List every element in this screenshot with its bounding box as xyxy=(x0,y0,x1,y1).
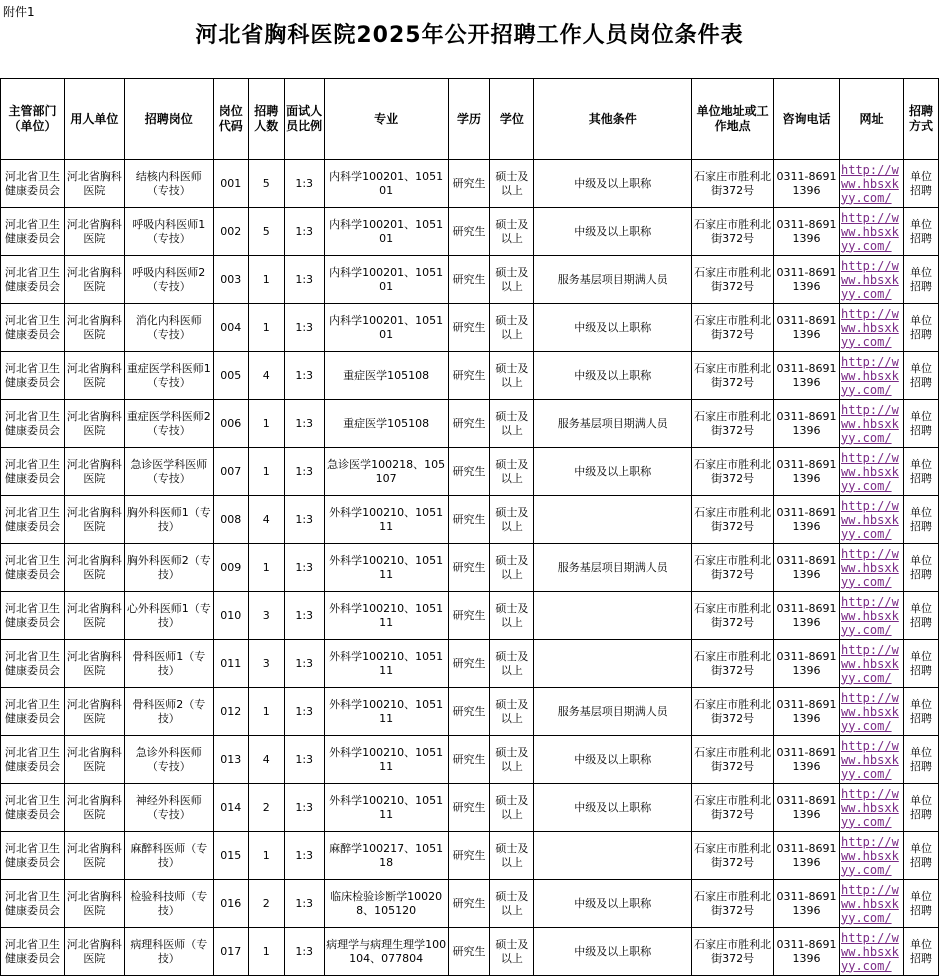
cell-method: 单位招聘 xyxy=(903,832,938,880)
cell-url[interactable]: http://www.hbsxkyy.com/ xyxy=(840,784,904,832)
cell-major: 内科学100201、105101 xyxy=(324,160,448,208)
cell-degree: 硕士及以上 xyxy=(490,640,534,688)
cell-degree: 硕士及以上 xyxy=(490,832,534,880)
cell-count: 5 xyxy=(248,160,284,208)
cell-dept: 河北省卫生健康委员会 xyxy=(1,352,65,400)
cell-unit: 河北省胸科医院 xyxy=(64,352,124,400)
cell-unit: 河北省胸科医院 xyxy=(64,208,124,256)
cell-count: 1 xyxy=(248,688,284,736)
cell-other: 服务基层项目期满人员 xyxy=(534,256,692,304)
cell-unit: 河北省胸科医院 xyxy=(64,784,124,832)
cell-other xyxy=(534,832,692,880)
cell-address: 石家庄市胜利北街372号 xyxy=(692,784,774,832)
cell-post: 重症医学科医师1（专技） xyxy=(124,352,213,400)
cell-unit: 河北省胸科医院 xyxy=(64,544,124,592)
cell-phone: 0311-86911396 xyxy=(774,448,840,496)
cell-ratio: 1:3 xyxy=(284,304,324,352)
cell-edu: 研究生 xyxy=(448,832,490,880)
cell-dept: 河北省卫生健康委员会 xyxy=(1,256,65,304)
cell-phone: 0311-86911396 xyxy=(774,400,840,448)
cell-url[interactable]: http://www.hbsxkyy.com/ xyxy=(840,352,904,400)
table-row xyxy=(1,160,939,208)
table-row xyxy=(1,400,939,448)
cell-degree: 硕士及以上 xyxy=(490,448,534,496)
cell-ratio: 1:3 xyxy=(284,256,324,304)
cell-method: 单位招聘 xyxy=(903,928,938,976)
cell-major: 内科学100201、105101 xyxy=(324,208,448,256)
cell-dept: 河北省卫生健康委员会 xyxy=(1,784,65,832)
cell-url[interactable]: http://www.hbsxkyy.com/ xyxy=(840,928,904,976)
cell-method: 单位招聘 xyxy=(903,160,938,208)
cell-ratio: 1:3 xyxy=(284,208,324,256)
cell-code: 009 xyxy=(213,544,248,592)
table-row xyxy=(1,208,939,256)
header-method: 招聘方式 xyxy=(903,79,938,160)
cell-other: 中级及以上职称 xyxy=(534,352,692,400)
cell-post: 骨科医师1（专技） xyxy=(124,640,213,688)
cell-url[interactable]: http://www.hbsxkyy.com/ xyxy=(840,640,904,688)
cell-major: 急诊医学100218、105107 xyxy=(324,448,448,496)
cell-other xyxy=(534,496,692,544)
cell-unit: 河北省胸科医院 xyxy=(64,448,124,496)
cell-other: 中级及以上职称 xyxy=(534,736,692,784)
cell-unit: 河北省胸科医院 xyxy=(64,832,124,880)
cell-edu: 研究生 xyxy=(448,160,490,208)
cell-address: 石家庄市胜利北街372号 xyxy=(692,688,774,736)
cell-dept: 河北省卫生健康委员会 xyxy=(1,160,65,208)
cell-edu: 研究生 xyxy=(448,640,490,688)
header-edu: 学历 xyxy=(448,79,490,160)
cell-dept: 河北省卫生健康委员会 xyxy=(1,832,65,880)
cell-edu: 研究生 xyxy=(448,496,490,544)
cell-dept: 河北省卫生健康委员会 xyxy=(1,544,65,592)
cell-count: 2 xyxy=(248,880,284,928)
cell-address: 石家庄市胜利北街372号 xyxy=(692,304,774,352)
cell-url[interactable]: http://www.hbsxkyy.com/ xyxy=(840,208,904,256)
cell-other: 中级及以上职称 xyxy=(534,304,692,352)
cell-unit: 河北省胸科医院 xyxy=(64,256,124,304)
cell-dept: 河北省卫生健康委员会 xyxy=(1,208,65,256)
table-row xyxy=(1,784,939,832)
cell-code: 017 xyxy=(213,928,248,976)
cell-phone: 0311-86911396 xyxy=(774,352,840,400)
cell-dept: 河北省卫生健康委员会 xyxy=(1,736,65,784)
cell-degree: 硕士及以上 xyxy=(490,928,534,976)
cell-major: 外科学100210、105111 xyxy=(324,496,448,544)
cell-url[interactable]: http://www.hbsxkyy.com/ xyxy=(840,736,904,784)
cell-code: 015 xyxy=(213,832,248,880)
cell-address: 石家庄市胜利北街372号 xyxy=(692,160,774,208)
cell-phone: 0311-86911396 xyxy=(774,832,840,880)
cell-address: 石家庄市胜利北街372号 xyxy=(692,352,774,400)
cell-post: 病理科医师（专技） xyxy=(124,928,213,976)
cell-phone: 0311-86911396 xyxy=(774,160,840,208)
table-row xyxy=(1,592,939,640)
cell-post: 胸外科医师1（专技） xyxy=(124,496,213,544)
cell-count: 4 xyxy=(248,352,284,400)
cell-unit: 河北省胸科医院 xyxy=(64,400,124,448)
cell-address: 石家庄市胜利北街372号 xyxy=(692,928,774,976)
cell-code: 013 xyxy=(213,736,248,784)
header-post: 招聘岗位 xyxy=(124,79,213,160)
table-body xyxy=(1,160,939,976)
cell-method: 单位招聘 xyxy=(903,208,938,256)
cell-method: 单位招聘 xyxy=(903,736,938,784)
cell-dept: 河北省卫生健康委员会 xyxy=(1,400,65,448)
cell-major: 外科学100210、105111 xyxy=(324,784,448,832)
cell-unit: 河北省胸科医院 xyxy=(64,736,124,784)
cell-ratio: 1:3 xyxy=(284,448,324,496)
cell-count: 3 xyxy=(248,592,284,640)
table-row xyxy=(1,448,939,496)
cell-address: 石家庄市胜利北街372号 xyxy=(692,256,774,304)
cell-phone: 0311-86911396 xyxy=(774,208,840,256)
cell-method: 单位招聘 xyxy=(903,880,938,928)
cell-code: 016 xyxy=(213,880,248,928)
cell-other xyxy=(534,640,692,688)
cell-degree: 硕士及以上 xyxy=(490,736,534,784)
cell-degree: 硕士及以上 xyxy=(490,496,534,544)
cell-other: 中级及以上职称 xyxy=(534,880,692,928)
cell-url[interactable]: http://www.hbsxkyy.com/ xyxy=(840,400,904,448)
cell-other: 服务基层项目期满人员 xyxy=(534,544,692,592)
cell-dept: 河北省卫生健康委员会 xyxy=(1,880,65,928)
cell-url[interactable]: http://www.hbsxkyy.com/ xyxy=(840,496,904,544)
cell-code: 012 xyxy=(213,688,248,736)
cell-url[interactable]: http://www.hbsxkyy.com/ xyxy=(840,688,904,736)
cell-address: 石家庄市胜利北街372号 xyxy=(692,208,774,256)
cell-url[interactable]: http://www.hbsxkyy.com/ xyxy=(840,448,904,496)
cell-post: 急诊医学科医师（专技） xyxy=(124,448,213,496)
cell-url[interactable]: http://www.hbsxkyy.com/ xyxy=(840,544,904,592)
table-row xyxy=(1,832,939,880)
table-row xyxy=(1,496,939,544)
cell-post: 骨科医师2（专技） xyxy=(124,688,213,736)
cell-dept: 河北省卫生健康委员会 xyxy=(1,304,65,352)
cell-ratio: 1:3 xyxy=(284,352,324,400)
cell-phone: 0311-86911396 xyxy=(774,592,840,640)
cell-ratio: 1:3 xyxy=(284,400,324,448)
cell-unit: 河北省胸科医院 xyxy=(64,592,124,640)
table-row xyxy=(1,736,939,784)
cell-dept: 河北省卫生健康委员会 xyxy=(1,448,65,496)
cell-other xyxy=(534,592,692,640)
header-phone: 咨询电话 xyxy=(774,79,840,160)
cell-phone: 0311-86911396 xyxy=(774,688,840,736)
cell-other: 服务基层项目期满人员 xyxy=(534,688,692,736)
cell-code: 005 xyxy=(213,352,248,400)
cell-other: 中级及以上职称 xyxy=(534,928,692,976)
cell-url[interactable]: http://www.hbsxkyy.com/ xyxy=(840,160,904,208)
cell-degree: 硕士及以上 xyxy=(490,544,534,592)
cell-post: 呼吸内科医师2（专技） xyxy=(124,256,213,304)
cell-major: 外科学100210、105111 xyxy=(324,640,448,688)
cell-phone: 0311-86911396 xyxy=(774,304,840,352)
cell-ratio: 1:3 xyxy=(284,496,324,544)
cell-post: 呼吸内科医师1（专技） xyxy=(124,208,213,256)
cell-ratio: 1:3 xyxy=(284,784,324,832)
cell-degree: 硕士及以上 xyxy=(490,352,534,400)
cell-unit: 河北省胸科医院 xyxy=(64,640,124,688)
cell-major: 内科学100201、105101 xyxy=(324,304,448,352)
cell-edu: 研究生 xyxy=(448,736,490,784)
cell-code: 011 xyxy=(213,640,248,688)
cell-post: 重症医学科医师2（专技） xyxy=(124,400,213,448)
cell-code: 007 xyxy=(213,448,248,496)
cell-post: 检验科技师（专技） xyxy=(124,880,213,928)
table-row xyxy=(1,256,939,304)
cell-degree: 硕士及以上 xyxy=(490,400,534,448)
table-row xyxy=(1,880,939,928)
header-url: 网址 xyxy=(840,79,904,160)
cell-other: 中级及以上职称 xyxy=(534,160,692,208)
header-unit: 用人单位 xyxy=(64,79,124,160)
cell-degree: 硕士及以上 xyxy=(490,880,534,928)
cell-code: 014 xyxy=(213,784,248,832)
cell-code: 008 xyxy=(213,496,248,544)
cell-edu: 研究生 xyxy=(448,304,490,352)
table-header-row xyxy=(1,79,939,160)
cell-phone: 0311-86911396 xyxy=(774,640,840,688)
cell-method: 单位招聘 xyxy=(903,448,938,496)
cell-major: 重症医学105108 xyxy=(324,400,448,448)
table-row xyxy=(1,640,939,688)
cell-major: 麻醉学100217、105118 xyxy=(324,832,448,880)
cell-address: 石家庄市胜利北街372号 xyxy=(692,880,774,928)
cell-unit: 河北省胸科医院 xyxy=(64,880,124,928)
page-title: 河北省胸科医院2025年公开招聘工作人员岗位条件表 xyxy=(195,23,744,48)
cell-ratio: 1:3 xyxy=(284,640,324,688)
cell-address: 石家庄市胜利北街372号 xyxy=(692,832,774,880)
cell-url[interactable]: http://www.hbsxkyy.com/ xyxy=(840,256,904,304)
cell-post: 结核内科医师（专技） xyxy=(124,160,213,208)
cell-post: 心外科医师1（专技） xyxy=(124,592,213,640)
header-other: 其他条件 xyxy=(534,79,692,160)
cell-post: 消化内科医师（专技） xyxy=(124,304,213,352)
cell-dept: 河北省卫生健康委员会 xyxy=(1,688,65,736)
cell-code: 001 xyxy=(213,160,248,208)
cell-count: 1 xyxy=(248,304,284,352)
cell-major: 临床检验诊断学100208、105120 xyxy=(324,880,448,928)
header-ratio: 面试人员比例 xyxy=(284,79,324,160)
cell-method: 单位招聘 xyxy=(903,304,938,352)
cell-degree: 硕士及以上 xyxy=(490,304,534,352)
cell-edu: 研究生 xyxy=(448,352,490,400)
cell-method: 单位招聘 xyxy=(903,784,938,832)
table-row xyxy=(1,304,939,352)
cell-method: 单位招聘 xyxy=(903,256,938,304)
cell-address: 石家庄市胜利北街372号 xyxy=(692,592,774,640)
cell-phone: 0311-86911396 xyxy=(774,784,840,832)
header-degree: 学位 xyxy=(490,79,534,160)
cell-post: 神经外科医师（专技） xyxy=(124,784,213,832)
cell-ratio: 1:3 xyxy=(284,736,324,784)
cell-other: 中级及以上职称 xyxy=(534,784,692,832)
cell-unit: 河北省胸科医院 xyxy=(64,160,124,208)
cell-phone: 0311-86911396 xyxy=(774,880,840,928)
cell-address: 石家庄市胜利北街372号 xyxy=(692,496,774,544)
cell-major: 内科学100201、105101 xyxy=(324,256,448,304)
cell-dept: 河北省卫生健康委员会 xyxy=(1,928,65,976)
cell-count: 3 xyxy=(248,640,284,688)
table-row xyxy=(1,544,939,592)
cell-other: 中级及以上职称 xyxy=(534,208,692,256)
header-address: 单位地址或工作地点 xyxy=(692,79,774,160)
cell-count: 1 xyxy=(248,448,284,496)
cell-major: 外科学100210、105111 xyxy=(324,592,448,640)
cell-code: 003 xyxy=(213,256,248,304)
cell-degree: 硕士及以上 xyxy=(490,592,534,640)
attachment-label: 附件1 xyxy=(3,5,35,19)
cell-edu: 研究生 xyxy=(448,544,490,592)
cell-count: 4 xyxy=(248,496,284,544)
cell-count: 1 xyxy=(248,928,284,976)
cell-address: 石家庄市胜利北街372号 xyxy=(692,736,774,784)
cell-count: 2 xyxy=(248,784,284,832)
cell-code: 010 xyxy=(213,592,248,640)
cell-url[interactable]: http://www.hbsxkyy.com/ xyxy=(840,592,904,640)
cell-other: 中级及以上职称 xyxy=(534,448,692,496)
cell-count: 5 xyxy=(248,208,284,256)
cell-edu: 研究生 xyxy=(448,880,490,928)
cell-edu: 研究生 xyxy=(448,784,490,832)
header-count: 招聘人数 xyxy=(248,79,284,160)
cell-ratio: 1:3 xyxy=(284,688,324,736)
positions-table xyxy=(0,78,939,976)
cell-url[interactable]: http://www.hbsxkyy.com/ xyxy=(840,832,904,880)
cell-phone: 0311-86911396 xyxy=(774,496,840,544)
cell-method: 单位招聘 xyxy=(903,640,938,688)
cell-ratio: 1:3 xyxy=(284,832,324,880)
cell-count: 4 xyxy=(248,736,284,784)
table-row xyxy=(1,352,939,400)
cell-method: 单位招聘 xyxy=(903,688,938,736)
cell-post: 麻醉科医师（专技） xyxy=(124,832,213,880)
cell-ratio: 1:3 xyxy=(284,928,324,976)
cell-url[interactable]: http://www.hbsxkyy.com/ xyxy=(840,304,904,352)
cell-degree: 硕士及以上 xyxy=(490,208,534,256)
cell-method: 单位招聘 xyxy=(903,496,938,544)
cell-code: 002 xyxy=(213,208,248,256)
cell-edu: 研究生 xyxy=(448,256,490,304)
cell-method: 单位招聘 xyxy=(903,592,938,640)
cell-ratio: 1:3 xyxy=(284,592,324,640)
header-dept: 主管部门（单位） xyxy=(1,79,65,160)
cell-degree: 硕士及以上 xyxy=(490,784,534,832)
cell-unit: 河北省胸科医院 xyxy=(64,304,124,352)
cell-count: 1 xyxy=(248,256,284,304)
cell-method: 单位招聘 xyxy=(903,400,938,448)
cell-major: 外科学100210、105111 xyxy=(324,688,448,736)
cell-dept: 河北省卫生健康委员会 xyxy=(1,640,65,688)
cell-url[interactable]: http://www.hbsxkyy.com/ xyxy=(840,880,904,928)
cell-major: 病理学与病理生理学100104、077804 xyxy=(324,928,448,976)
cell-ratio: 1:3 xyxy=(284,544,324,592)
cell-edu: 研究生 xyxy=(448,400,490,448)
cell-phone: 0311-86911396 xyxy=(774,256,840,304)
cell-edu: 研究生 xyxy=(448,592,490,640)
cell-ratio: 1:3 xyxy=(284,160,324,208)
cell-edu: 研究生 xyxy=(448,448,490,496)
header-major: 专业 xyxy=(324,79,448,160)
cell-phone: 0311-86911396 xyxy=(774,928,840,976)
cell-major: 外科学100210、105111 xyxy=(324,544,448,592)
cell-code: 006 xyxy=(213,400,248,448)
table-row xyxy=(1,928,939,976)
cell-address: 石家庄市胜利北街372号 xyxy=(692,640,774,688)
cell-other: 服务基层项目期满人员 xyxy=(534,400,692,448)
cell-ratio: 1:3 xyxy=(284,880,324,928)
cell-unit: 河北省胸科医院 xyxy=(64,688,124,736)
cell-unit: 河北省胸科医院 xyxy=(64,928,124,976)
table-row xyxy=(1,688,939,736)
cell-method: 单位招聘 xyxy=(903,544,938,592)
cell-count: 1 xyxy=(248,400,284,448)
cell-dept: 河北省卫生健康委员会 xyxy=(1,496,65,544)
cell-major: 重症医学105108 xyxy=(324,352,448,400)
cell-post: 胸外科医师2（专技） xyxy=(124,544,213,592)
cell-dept: 河北省卫生健康委员会 xyxy=(1,592,65,640)
cell-major: 外科学100210、105111 xyxy=(324,736,448,784)
header-code: 岗位代码 xyxy=(213,79,248,160)
cell-count: 1 xyxy=(248,544,284,592)
cell-address: 石家庄市胜利北街372号 xyxy=(692,448,774,496)
cell-phone: 0311-86911396 xyxy=(774,736,840,784)
cell-address: 石家庄市胜利北街372号 xyxy=(692,400,774,448)
cell-edu: 研究生 xyxy=(448,208,490,256)
cell-degree: 硕士及以上 xyxy=(490,688,534,736)
cell-unit: 河北省胸科医院 xyxy=(64,496,124,544)
cell-phone: 0311-86911396 xyxy=(774,544,840,592)
cell-code: 004 xyxy=(213,304,248,352)
cell-edu: 研究生 xyxy=(448,688,490,736)
cell-degree: 硕士及以上 xyxy=(490,160,534,208)
cell-method: 单位招聘 xyxy=(903,352,938,400)
cell-post: 急诊外科医师（专技） xyxy=(124,736,213,784)
cell-address: 石家庄市胜利北街372号 xyxy=(692,544,774,592)
cell-degree: 硕士及以上 xyxy=(490,256,534,304)
cell-count: 1 xyxy=(248,832,284,880)
cell-edu: 研究生 xyxy=(448,928,490,976)
